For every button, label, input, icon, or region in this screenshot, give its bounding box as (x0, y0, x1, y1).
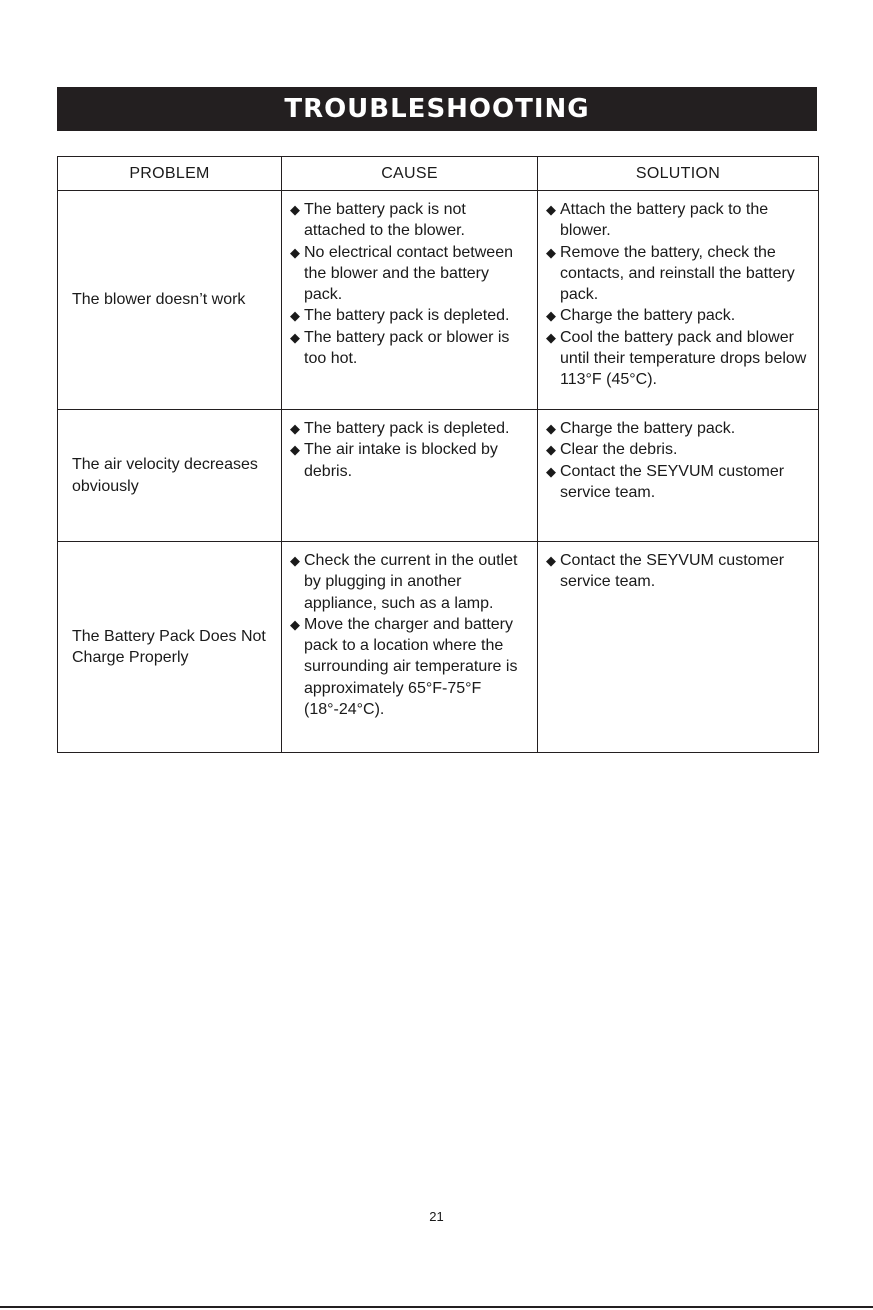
diamond-bullet-icon: ◆ (290, 244, 300, 260)
solution-text: Contact the SEYVUM customer service team. (560, 552, 785, 591)
cause-text: The battery pack is depleted. (304, 307, 510, 325)
cause-cell (282, 410, 538, 542)
diamond-bullet-icon: ◆ (546, 244, 556, 260)
solution-item (546, 550, 810, 593)
solution-item (546, 327, 810, 391)
table-row (58, 410, 819, 542)
solution-item (546, 305, 810, 326)
diamond-bullet-icon: ◆ (546, 553, 556, 568)
header-problem: PROBLEM (58, 157, 282, 191)
table-row (58, 191, 819, 410)
cause-item (290, 614, 529, 720)
cause-item (290, 327, 529, 370)
solution-text: Attach the battery pack to the blower. (560, 201, 769, 240)
cause-text: The battery pack is not attached to the blower. (304, 201, 466, 240)
diamond-bullet-icon: ◆ (546, 308, 556, 324)
solution-text: Charge the battery pack. (560, 307, 736, 325)
solution-item (546, 461, 810, 504)
solution-text: Charge the battery pack. (560, 420, 736, 437)
solution-item (546, 418, 810, 439)
page-number: 21 (429, 1209, 444, 1224)
cause-item (290, 550, 529, 614)
cause-item (290, 242, 529, 306)
diamond-bullet-icon: ◆ (290, 202, 300, 217)
header-solution: SOLUTION (538, 157, 819, 191)
cause-item (290, 199, 529, 242)
diamond-bullet-icon: ◆ (290, 421, 300, 436)
bottom-divider (0, 1306, 873, 1308)
diamond-bullet-icon: ◆ (546, 442, 556, 458)
solution-text: Cool the battery pack and blower until their temperature drops below 113°F (45°C). (560, 328, 807, 389)
diamond-bullet-icon: ◆ (546, 463, 556, 479)
cause-text: The battery pack or blower is too hot. (304, 328, 510, 368)
cause-item (290, 439, 529, 482)
solution-text: Clear the debris. (560, 441, 678, 459)
solution-item (546, 199, 810, 242)
cause-text: The air intake is blocked by debris. (304, 441, 498, 480)
troubleshooting-table (57, 156, 819, 753)
solution-cell (538, 410, 819, 542)
page-title: TROUBLESHOOTING (284, 94, 590, 124)
cause-cell (282, 542, 538, 753)
diamond-bullet-icon: ◆ (290, 329, 300, 345)
table-row (58, 542, 819, 753)
diamond-bullet-icon: ◆ (290, 616, 300, 632)
problem-cell: The air velocity decreases obviously (58, 410, 282, 542)
cause-text: Move the charger and battery pack to a location where the surrounding air temperature is approximately 65°F-75°F (18°-24°C). (304, 615, 518, 719)
solution-cell (538, 542, 819, 753)
problem-cell: The Battery Pack Does Not Charge Properly (58, 542, 282, 753)
cause-cell (282, 191, 538, 410)
solution-text: Remove the battery, check the contacts, and reinstall the battery pack. (560, 243, 795, 304)
problem-cell: The blower doesn’t work (58, 191, 282, 410)
cause-item (290, 418, 529, 439)
table-header-row (58, 157, 819, 191)
diamond-bullet-icon: ◆ (290, 442, 300, 458)
solution-text: Contact the SEYVUM customer service team. (560, 462, 785, 501)
diamond-bullet-icon: ◆ (290, 308, 300, 324)
cause-item (290, 305, 529, 326)
cause-text: The battery pack is depleted. (304, 420, 510, 437)
diamond-bullet-icon: ◆ (546, 202, 556, 217)
diamond-bullet-icon: ◆ (290, 553, 300, 568)
cause-text: Check the current in the outlet by plugging in another appliance, such as a lamp. (304, 552, 518, 612)
title-bar (57, 87, 817, 131)
solution-item (546, 242, 810, 306)
diamond-bullet-icon: ◆ (546, 329, 556, 345)
solution-item (546, 439, 810, 460)
solution-cell (538, 191, 819, 410)
header-cause: CAUSE (282, 157, 538, 191)
diamond-bullet-icon: ◆ (546, 421, 556, 436)
cause-text: No electrical contact between the blower and the battery pack. (304, 243, 513, 304)
